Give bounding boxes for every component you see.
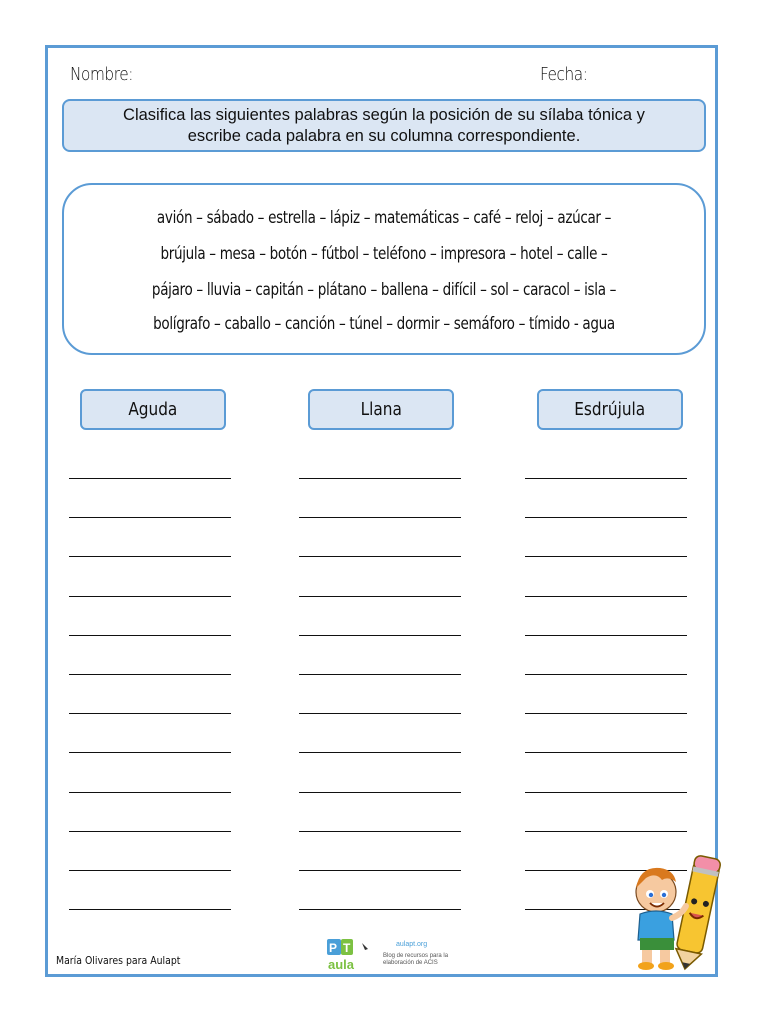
answer-line-aguda[interactable] [69, 635, 231, 636]
answer-line-llana[interactable] [299, 556, 461, 557]
column-header-esdrujula [537, 389, 683, 430]
column-header-llana [308, 389, 454, 430]
answer-line-llana[interactable] [299, 596, 461, 597]
answer-line-esdrujula[interactable] [525, 478, 687, 479]
answer-line-esdrujula[interactable] [525, 752, 687, 753]
answer-line-esdrujula[interactable] [525, 596, 687, 597]
word-bank [62, 183, 706, 355]
answer-line-esdrujula[interactable] [525, 635, 687, 636]
aulapt-logo [326, 937, 374, 973]
instructions-line-1: Clasifica las siguientes palabras según la posición de su sílaba tónica y [123, 105, 645, 124]
answer-line-esdrujula[interactable] [525, 792, 687, 793]
answer-line-llana[interactable] [299, 870, 461, 871]
word-bank-line-1: avión – sábado – estrella – lápiz – matemáticas – café – reloj – azúcar – [156, 208, 612, 227]
instructions-line-2: escribe cada palabra en su columna correspondiente. [187, 126, 581, 145]
logo-url: aulapt.org [396, 941, 428, 948]
answer-line-aguda[interactable] [69, 792, 231, 793]
answer-line-aguda[interactable] [69, 831, 231, 832]
column-header-aguda [80, 389, 226, 430]
answer-line-esdrujula[interactable] [525, 713, 687, 714]
word-bank-line-3: pájaro – lluvia – capitán – plátano – ballena – difícil – sol – caracol – isla – [151, 280, 617, 299]
answer-line-llana[interactable] [299, 752, 461, 753]
answer-line-llana[interactable] [299, 478, 461, 479]
answer-line-esdrujula[interactable] [525, 517, 687, 518]
svg-text:P: P [329, 941, 338, 955]
word-bank-line-2: brújula – mesa – botón – fútbol – teléfono – impresora – hotel – calle – [160, 244, 608, 263]
answer-line-aguda[interactable] [69, 674, 231, 675]
answer-line-llana[interactable] [299, 792, 461, 793]
answer-line-llana[interactable] [299, 517, 461, 518]
answer-line-esdrujula[interactable] [525, 831, 687, 832]
answer-line-aguda[interactable] [69, 556, 231, 557]
column-header-aguda-label: Aguda [128, 399, 178, 420]
author-credit: María Olivares para Aulapt [56, 954, 181, 967]
column-header-llana-label: Llana [360, 399, 402, 420]
answer-line-llana[interactable] [299, 674, 461, 675]
svg-text:T: T [343, 941, 351, 955]
answer-line-esdrujula[interactable] [525, 556, 687, 557]
column-header-esdrujula-label: Esdrújula [574, 399, 646, 420]
answer-line-llana[interactable] [299, 831, 461, 832]
answer-line-aguda[interactable] [69, 752, 231, 753]
answer-line-llana[interactable] [299, 909, 461, 910]
logo-description: Blog de recursos para la elaboración de ACIS [383, 953, 449, 966]
answer-line-llana[interactable] [299, 713, 461, 714]
answer-line-esdrujula[interactable] [525, 674, 687, 675]
answer-line-aguda[interactable] [69, 909, 231, 910]
instructions-box [62, 99, 706, 152]
answer-line-aguda[interactable] [69, 517, 231, 518]
fecha-label: Fecha: [540, 64, 588, 85]
answer-line-aguda[interactable] [69, 596, 231, 597]
answer-line-aguda[interactable] [69, 713, 231, 714]
word-bank-line-4: bolígrafo – caballo – canción – túnel – dormir – semáforo – tímido - agua [153, 314, 615, 333]
boy-with-pencil-illustration [626, 852, 726, 972]
svg-text:aula: aula [328, 957, 355, 972]
answer-line-aguda[interactable] [69, 870, 231, 871]
answer-line-llana[interactable] [299, 635, 461, 636]
nombre-label: Nombre: [70, 64, 133, 85]
answer-line-aguda[interactable] [69, 478, 231, 479]
